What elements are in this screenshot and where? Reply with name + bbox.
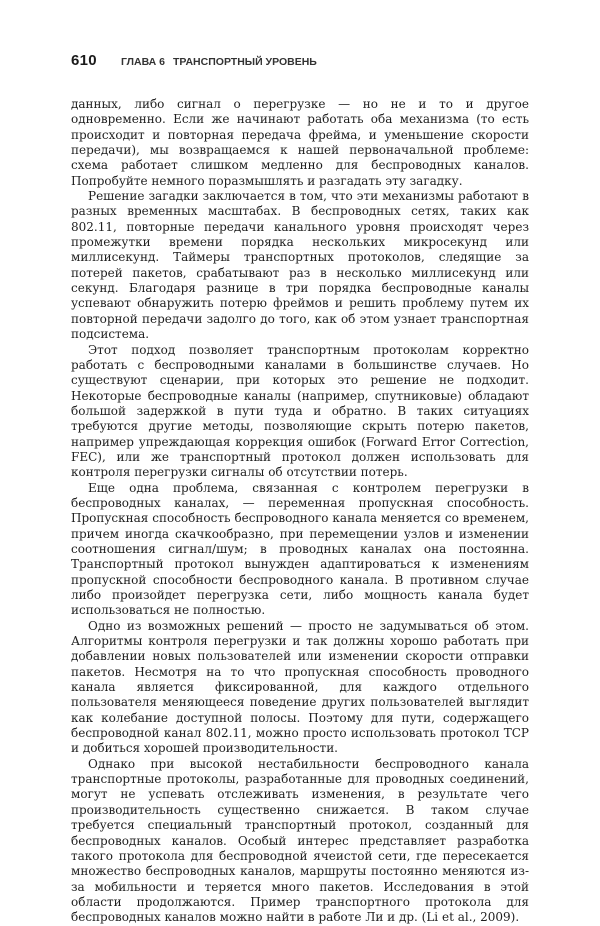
chapter-label: ГЛАВА 6 <box>120 56 165 68</box>
paragraph-approach-limits: Этот подход позволяет транспортным протоколам корректно работать с беспроводными каналами в большинстве случаев. Но существуют сценарии, при которых это решение не подходит. Некоторые беспроводные каналы (например, спутниковые) обладают большой задержкой в пути туда и обратно. В таких ситуациях требуются другие методы, позволяющие скрыть потерю пакетов, например упреждающая коррекция ошибок (Forward Error Correction, FEC), или же транспортный протокол должен использовать для контроля перегрузки сигналы об отсутствии потерь. <box>71 342 529 480</box>
paragraph-continued: данных, либо сигнал о перегрузке — но не и то и другое одновременно. Если же начинают работать оба механизма (то есть происходит и повторная передача фрейма, и уменьшение скорости передачи), мы возвращаемся к нашей первоначальной проблеме: схема работает слишком медленно для беспроводных каналов. Попробуйте немного поразмышлять и разгадать эту загадку. <box>71 97 529 188</box>
paragraph-special-protocol: Однако при высокой нестабильности беспроводного канала транспортные протоколы, разработанные для проводных соединений, могут не успевать отслеживать изменения, в результате чего производительность существенно снижается. В таком случае требуется специальный транспортный протокол, созданный для беспроводных каналов. Особый интерес представляет разработка такого протокола для беспроводной ячеистой сети, где пересекается множество беспроводных каналов, маршруты постоянно меняются из-за мобильности и теряется много пакетов. Исследования в этой области продолжаются. Пример транспортного протокола для беспроводных каналов можно найти в работе Ли и др. (Li et al., 2009). <box>71 756 529 925</box>
chapter-title: ТРАНСПОРТНЫЙ УРОВЕНЬ <box>172 56 317 68</box>
paragraph-possible-solution: Одно из возможных решений — просто не задумываться об этом. Алгоритмы контроля перегрузки и так должны хорошо работать при добавлении новых пользователей или изменении скорости отправки пакетов. Несмотря на то что пропускная способность проводного канала является фиксированной, для каждого отдельного пользователя меняющееся поведение других пользователей выглядит как колебание доступной полосы. Поэтому для пути, содержащего беспроводной канал 802.11, можно просто использовать протокол TCP и добиться хорошей производительности. <box>71 618 529 756</box>
running-header <box>71 52 317 72</box>
body-text <box>71 97 529 926</box>
paragraph-variable-capacity: Еще одна проблема, связанная с контролем перегрузки в беспроводных каналах, — переменная пропускная способность. Пропускная способность беспроводного канала меняется со временем, причем иногда скачкообразно, при перемещении узлов и изменении соотношения сигнал/шум; в проводных каналах она постоянна. Транспортный протокол вынужден адаптироваться к изменениям пропускной способности беспроводного канала. В противном случае либо произойдет перегрузка сети, либо мощность канала будет использоваться не полностью. <box>71 480 529 618</box>
paragraph-puzzle-solution: Решение загадки заключается в том, что эти механизмы работают в разных временных масштабах. В беспроводных сетях, таких как 802.11, повторные передачи канального уровня происходят через промежутки времени порядка нескольких микросекунд или миллисекунд. Таймеры транспортных протоколов, следящие за потерей пакетов, срабатывают раз в несколько миллисекунд или секунд. Благодаря разнице в три порядка беспроводные каналы успевают обнаружить потерю фреймов и решить проблему путем их повторной передачи задолго до того, как об этом узнает транспортная подсистема. <box>71 189 529 342</box>
page-number: 610 <box>71 52 97 69</box>
